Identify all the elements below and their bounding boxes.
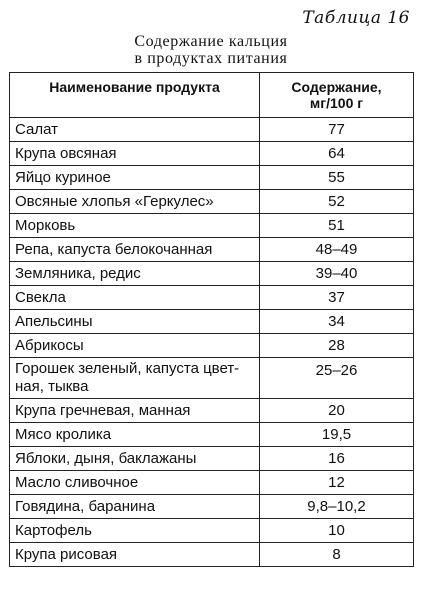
calcium-value: 77: [260, 118, 414, 142]
product-name-line-2: ная, тыква: [15, 378, 89, 395]
product-name: Морковь: [10, 214, 260, 238]
calcium-value: 39–40: [260, 262, 414, 286]
header-content-line-2: мг/100 г: [309, 95, 364, 111]
calcium-value: 16: [260, 447, 414, 471]
calcium-value: 20: [260, 399, 414, 423]
calcium-value: 48–49: [260, 238, 414, 262]
product-name: Абрикосы: [10, 334, 260, 358]
table-row: [10, 543, 414, 567]
table-row: [10, 495, 414, 519]
table-row: [10, 214, 414, 238]
product-name: Масло сливочное: [10, 471, 260, 495]
calcium-value: 51: [260, 214, 414, 238]
table-row: [10, 142, 414, 166]
calcium-value: 9,8–10,2: [260, 495, 414, 519]
product-name: Крупа гречневая, манная: [10, 399, 260, 423]
calcium-value: 55: [260, 166, 414, 190]
table-row: [10, 262, 414, 286]
calcium-value: 25–26: [260, 358, 414, 399]
product-name-line-1: Горошек зеленый, капуста цвет-: [15, 360, 240, 377]
caption-line-1: Содержание кальция: [134, 33, 288, 50]
table-row: [10, 286, 414, 310]
product-name: Салат: [10, 118, 260, 142]
product-name: Репа, капуста белокочанная: [10, 238, 260, 262]
table-row: [10, 190, 414, 214]
product-name: Крупа рисовая: [10, 543, 260, 567]
header-product: Наименование продукта: [10, 73, 260, 118]
calcium-value: 34: [260, 310, 414, 334]
calcium-value: 28: [260, 334, 414, 358]
table-row: [10, 358, 414, 399]
product-name: Яйцо куриное: [10, 166, 260, 190]
caption-line-2: в продуктах питания: [134, 50, 288, 67]
calcium-value: 52: [260, 190, 414, 214]
calcium-value: 19,5: [260, 423, 414, 447]
calcium-value: 12: [260, 471, 414, 495]
table-row: [10, 519, 414, 543]
product-name: Овсяные хлопья «Геркулес»: [10, 190, 260, 214]
table-caption: [0, 33, 422, 67]
product-name: Апельсины: [10, 310, 260, 334]
product-name: Крупа овсяная: [10, 142, 260, 166]
product-name: Говядина, баранина: [10, 495, 260, 519]
product-name: Яблоки, дыня, баклажаны: [10, 447, 260, 471]
table-row: [10, 166, 414, 190]
product-name: Земляника, редис: [10, 262, 260, 286]
table-row: [10, 238, 414, 262]
table-row: [10, 423, 414, 447]
calcium-content-table: [9, 72, 414, 567]
table-row: [10, 471, 414, 495]
table-number: Таблица 16: [302, 8, 410, 28]
header-row: [10, 73, 414, 118]
table-row: [10, 334, 414, 358]
product-name: Мясо кролика: [10, 423, 260, 447]
calcium-value: 8: [260, 543, 414, 567]
table-row: [10, 118, 414, 142]
product-name: Картофель: [10, 519, 260, 543]
table-row: [10, 447, 414, 471]
table-row: [10, 310, 414, 334]
calcium-value: 10: [260, 519, 414, 543]
product-name: Свекла: [10, 286, 260, 310]
product-name: [10, 358, 260, 399]
header-content-line-1: Содержание,: [291, 79, 382, 95]
header-content: [260, 73, 414, 118]
calcium-value: 37: [260, 286, 414, 310]
table-row: [10, 399, 414, 423]
calcium-value: 64: [260, 142, 414, 166]
